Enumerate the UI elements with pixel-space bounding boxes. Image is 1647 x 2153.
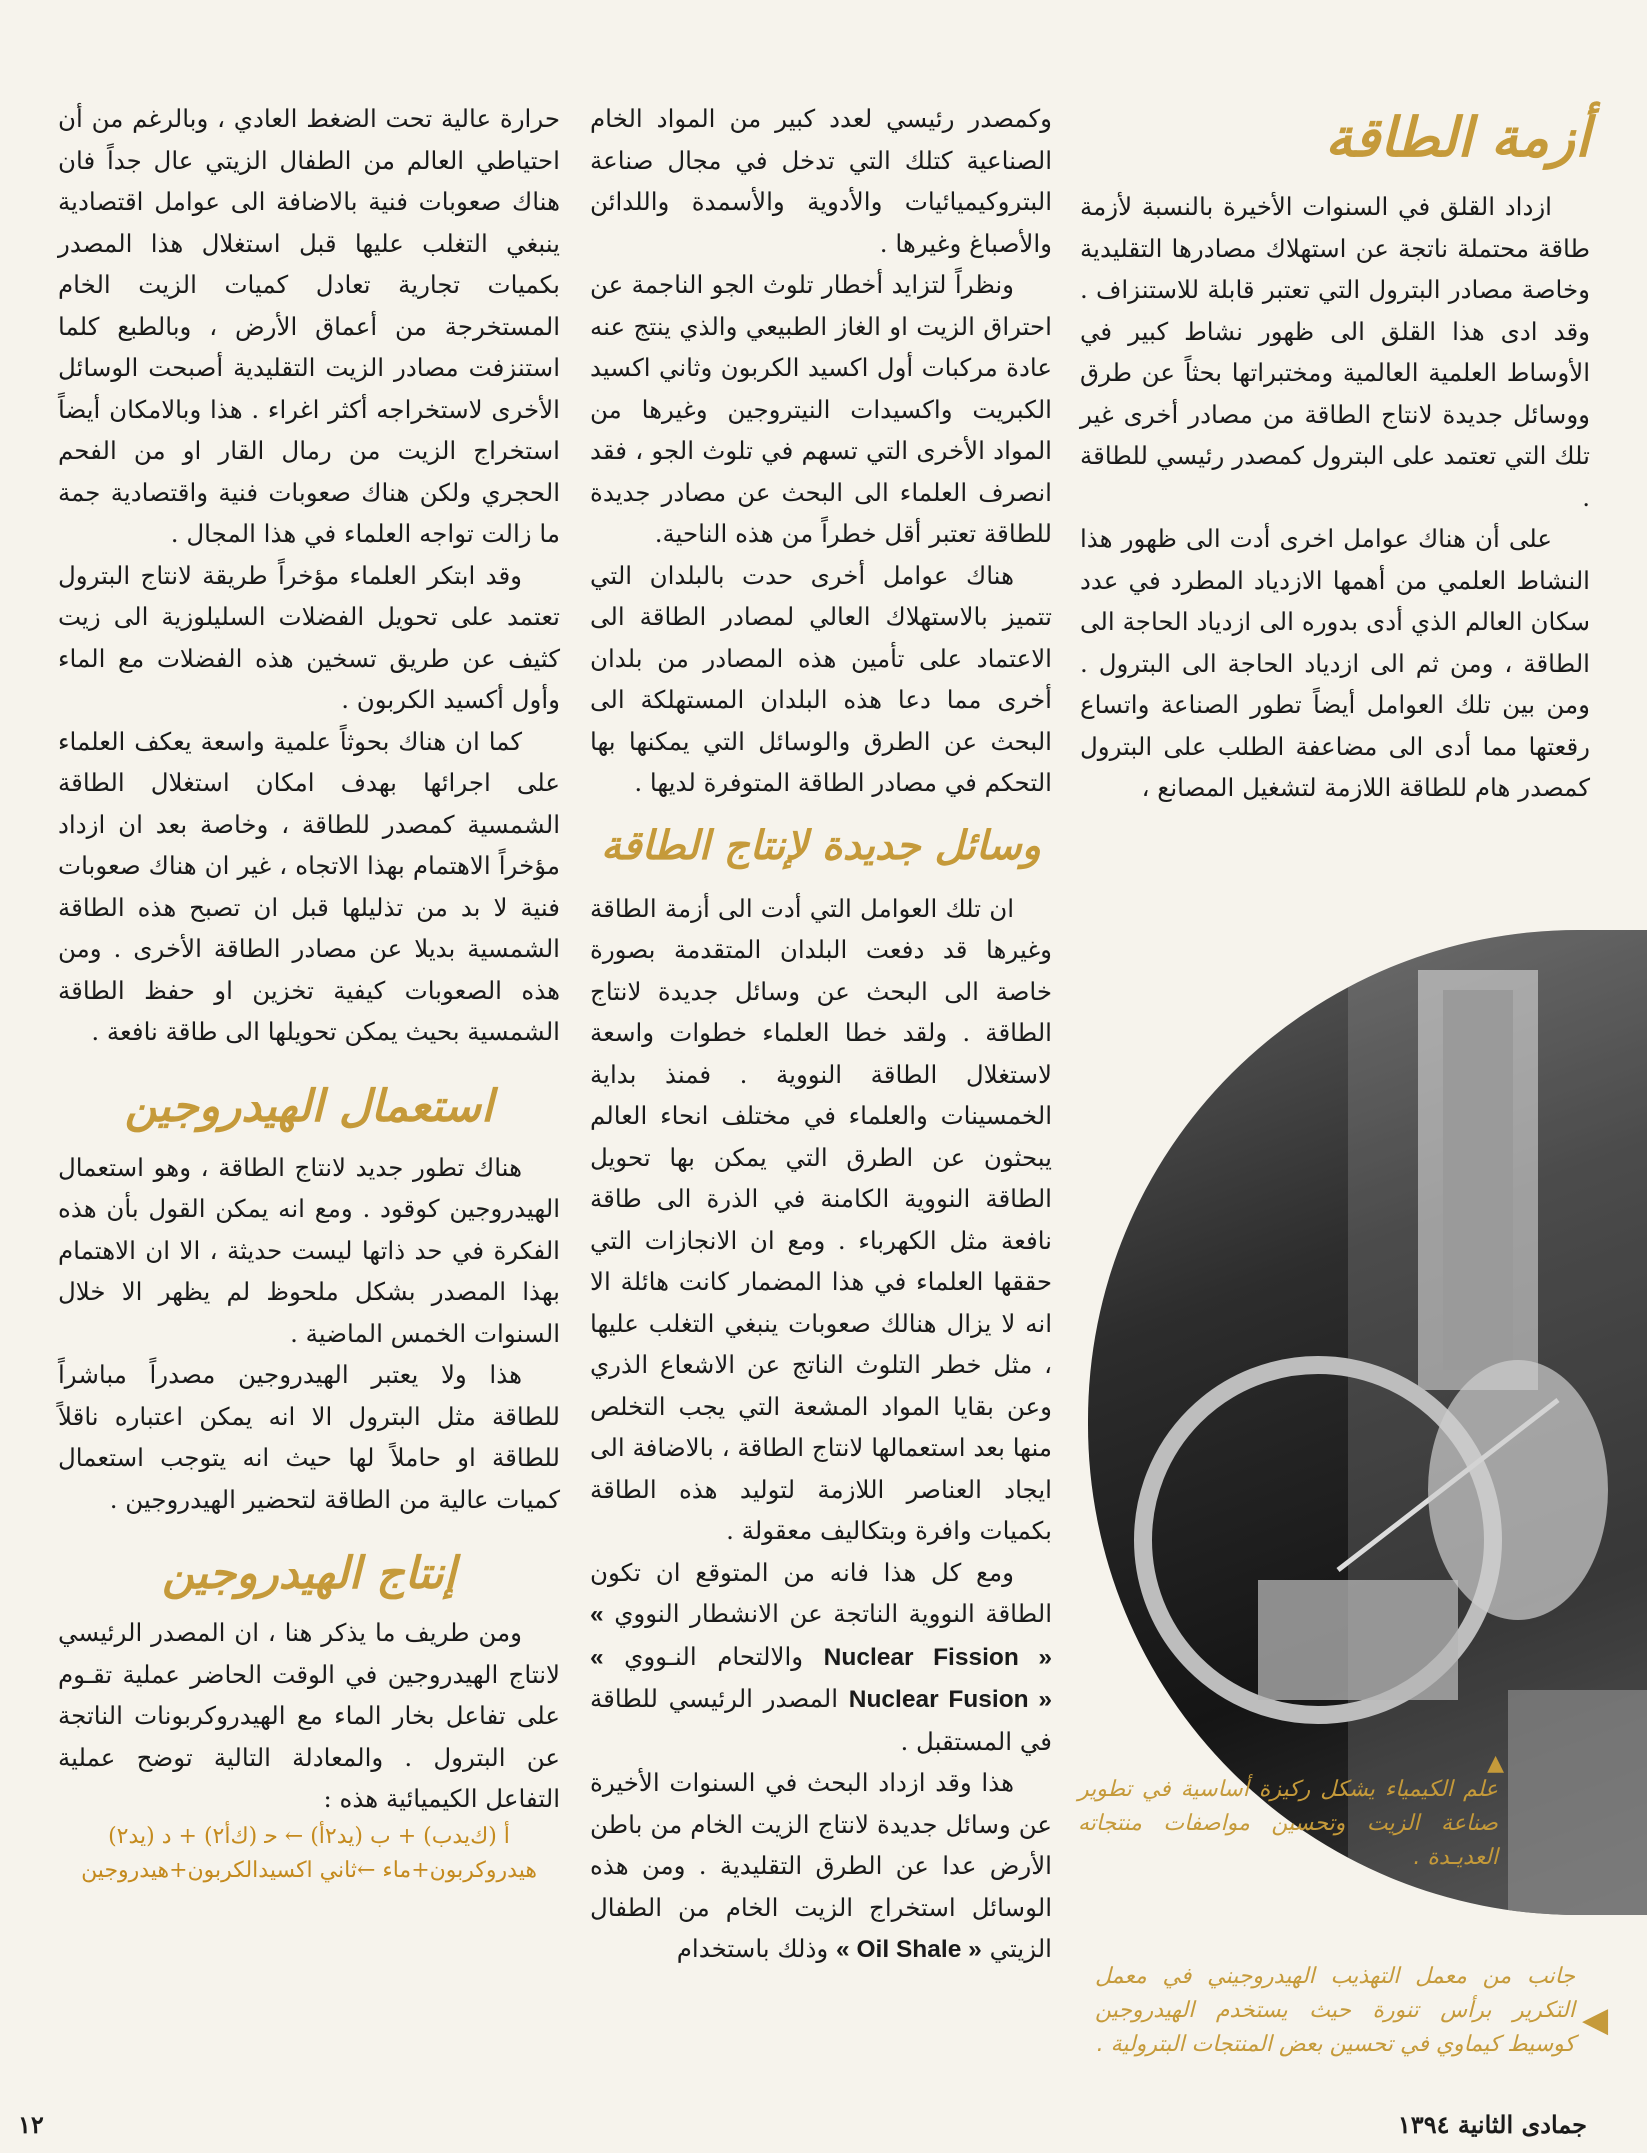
column-middle [590, 98, 1052, 1971]
paragraph: وكمصدر رئيسي لعدد كبير من المواد الخام الصناعية كتلك التي تدخل في مجال صناعة البتروكيميائيات والأدوية والأسمدة واللدائن والأصباغ وغيرها . [590, 104, 1052, 258]
section-heading-hydrogen-use: استعمال الهيدروجين [124, 1080, 494, 1132]
caption-pointer-icon: ◀ [1582, 2000, 1609, 2040]
paragraph [590, 1552, 1052, 1763]
caption-triangle-icon: ▲ [1487, 1751, 1504, 1776]
microscope-illustration [1088, 930, 1647, 1915]
text-run: هذا وقد ازداد البحث في السنوات الأخيرة عن وسائل جديدة لانتاج الزيت الخام من باطن الأرض عدا عن الطرق التقليدية . ومن هذه الوسائل استخراج الزيت الخام من الطفال الزيتي [590, 1768, 1052, 1963]
paragraph: ازداد القلق في السنوات الأخيرة بالنسبة لأزمة طاقة محتملة ناتجة عن استهلاك مصادرها التقليدية وخاصة مصادر البترول التي تعتبر قابلة للاستنزاف . وقد ادى هذا القلق الى ظهور نشاط كبير في الأوساط العلمية العالمية ومختبراتها بحثاً عن طرق ووسائل جديدة لانتاج الطاقة من مصادر أخرى غير تلك التي تعتمد على البترول كمصدر رئيسي للطاقة . [1080, 192, 1590, 512]
column-right [1080, 98, 1590, 809]
chemical-equation: أ (ك‌يدب) + ب (يد٢أ) ← ﺣ (ك‌أ٢) + د (يد٢) [108, 1823, 510, 1849]
chemical-equation-words: هيدروكربون+ماء ←ثاني اكسيدالكربون+هيدروجين [81, 1857, 537, 1883]
paragraph: هذا ولا يعتبر الهيدروجين مصدراً مباشراً للطاقة مثل البترول الا انه يمكن اعتباره ناقلاً للطاقة او حاملاً لها حيث انه يتوجب استعمال كميات عالية من الطاقة لتحضير الهيدروجين . [58, 1360, 560, 1514]
text-run: والالتحام النـووي [624, 1641, 804, 1671]
caption-text: علم الكيمياء يشكل ركيزة أساسية في تطوير صناعة الزيت وتحسين مواصفات منتجاته العديـدة . [1078, 1777, 1498, 1870]
refinery-caption [1095, 1960, 1575, 2062]
text-run: المصدر الرئيسي للطاقة في المستقبل . [590, 1684, 1052, 1756]
paragraph: على أن هناك عوامل اخرى أدت الى ظهور هذا النشاط العلمي من أهمها الازدياد المطرد في عدد سكان العالم الذي أدى بدوره الى ازدياد الحاجة الى الطاقة ، ومن ثم الى ازدياد الحاجة الى البترول . ومن بين تلك العوامل أيضاً تطور الصناعة واتساع رقعتها مما أدى الى مضاعفة الطلب على البترول كمصدر هام للطاقة اللازمة لتشغيل المصانع ، [1080, 524, 1590, 802]
term-nuclear-fusion: « Nuclear Fusion » [590, 1643, 1052, 1713]
paragraph: ومن طريف ما يذكر هنا ، ان المصدر الرئيسي لانتاج الهيدروجين في الوقت الحاضر عملية تقـوم على تفاعل بخار الماء مع الهيدروكربونات الناتجة عن البترول . والمعادلة التالية توضح عملية التفاعل الكيميائية هذه : [58, 1618, 560, 1813]
paragraph: ان تلك العوامل التي أدت الى أزمة الطاقة وغيرها قد دفعت البلدان المتقدمة بصورة خاصة الى البحث عن وسائل جديدة لانتاج الطاقة . ولقد خطا العلماء خطوات واسعة لاستغلال الطاقة النووية . فمنذ بداية الخمسينات والعلماء في مختلف انحاء العالم يبحثون عن الطرق التي يمكن بها تحويل الطاقة النووية الكامنة في الذرة الى طاقة نافعة مثل الكهرباء . ومع ان الانجازات التي حققها العلماء في هذا المضمار كانت هائلة الا انه لا يزال هنالك صعوبات ينبغي التغلب عليها ، مثل خطر التلوث الناتج عن الاشعاع الذري وعن بقايا المواد المشعة التي يجب التخلص منها بعد استعمالها لانتاج الطاقة ، بالاضافة الى ايجاد العناصر اللازمة لتوليد هذه الطاقة بكميات وافرة وبتكاليف معقولة . [590, 893, 1052, 1545]
section-heading-hydrogen-production: إنتاج الهيدروجين [162, 1548, 456, 1599]
paragraph: هناك تطور جديد لانتاج الطاقة ، وهو استعمال الهيدروجين كوقود . ومع انه يمكن القول بأن هذه الفكرة في حد ذاتها ليست حديثة ، الا ان الاهتمام بهذا المصدر بشكل ملحوظ لم يظهر الا خلال السنوات الخمس الماضية . [58, 1152, 560, 1348]
text-run: وذلك باستخدام [676, 1934, 829, 1963]
paragraph: حرارة عالية تحت الضغط العادي ، وبالرغم من أن احتياطي العالم من الطفال الزيتي عال جداً فان هناك صعوبات فنية بالاضافة الى عوامل اقتصادية ينبغي التغلب عليها قبل استغلال هذا المصدر بكميات تجارية تعادل كميات الزيت الخام المستخرجة من أعماق الأرض ، وبالطبع كلما استنزفت مصادر الزيت التقليدية أصبحت الوسائل الأخرى لاستخراجه أكثر اغراء . هذا وبالامكان أيضاً استخراج الزيت من رمال القار او من الفحم الحجري ولكن هناك صعوبات فنية واقتصادية جمة ما زالت تواجه العلماء في هذا المجال . [58, 104, 560, 548]
paragraph: هناك عوامل أخرى حدت بالبلدان التي تتميز بالاستهلاك العالي لمصادر الطاقة الى الاعتماد على تأمين هذه المصادر من بلدان أخرى مما دعا هذه البلدان المستهلكة الى البحث عن الطرق والوسائل التي يمكنها بها التحكم في مصادر الطاقة المتوفرة لديها . [590, 560, 1052, 797]
paragraph [590, 1762, 1052, 1971]
paragraph: ونظراً لتزايد أخطار تلوث الجو الناجمة عن احتراق الزيت او الغاز الطبيعي والذي ينتج عنه عادة مركبات أول اكسيد الكربون وثاني اكسيد الكبريت واكسيدات النيتروجين وغيرها من المواد الأخرى التي تسهم في تلوث الجو ، فقد انصرف العلماء الى البحث عن مصادر جديدة للطاقة تعتبر أقل خطراً من هذه الناحية. [590, 270, 1052, 548]
term-oil-shale: « Oil Shale » [836, 1936, 982, 1963]
page-number: ١٢ [18, 2110, 44, 2139]
lab-photo [1088, 930, 1647, 1915]
section-heading-new-means: وسائل جديدة لإنتاج الطاقة [601, 822, 1041, 869]
text-run: ومع كل هذا فانه من المتوقع ان تكون الطاقة النووية الناتجة عن الانشطار النووي [590, 1557, 1052, 1628]
page-title: أزمة الطاقة [1325, 106, 1590, 169]
column-left [58, 98, 560, 1888]
paragraph: كما ان هناك بحوثاً علمية واسعة يعكف العلماء على اجرائها بهدف امكان استغلال الطاقة الشمسية كمصدر للطاقة ، وخاصة بعد ان ازداد مؤخراً الاهتمام بهذا الاتجاه ، غير ان هناك صعوبات فنية لا بد من تذليلها قبل ان تصبح هذه الطاقة الشمسية بديلا عن مصادر الطاقة الأخرى . ومن هذه الصعوبات كيفية تخزين او حفظ الطاقة الشمسية بحيث يمكن تحويلها الى طاقة نافعة . [58, 726, 560, 1046]
issue-date: جمادى الثانية ١٣٩٤ [1397, 2110, 1587, 2139]
caption-text: جانب من معمل التهذيب الهيدروجيني في معمل التكرير برأس تنورة حيث يستخدم الهيدروجين كوسيط كيماوي في تحسين بعض المنتجات البترولية . [1095, 1964, 1575, 2057]
photo-caption [1078, 1751, 1504, 1875]
term-nuclear-fission: « Nuclear Fission » [590, 1601, 1052, 1671]
paragraph: وقد ابتكر العلماء مؤخراً طريقة لانتاج البترول تعتمد على تحويل الفضلات السليلوزية الى زيت كثيف عن طريق تسخين هذه الفضلات مع الماء وأول أكسيد الكربون . [58, 560, 560, 714]
